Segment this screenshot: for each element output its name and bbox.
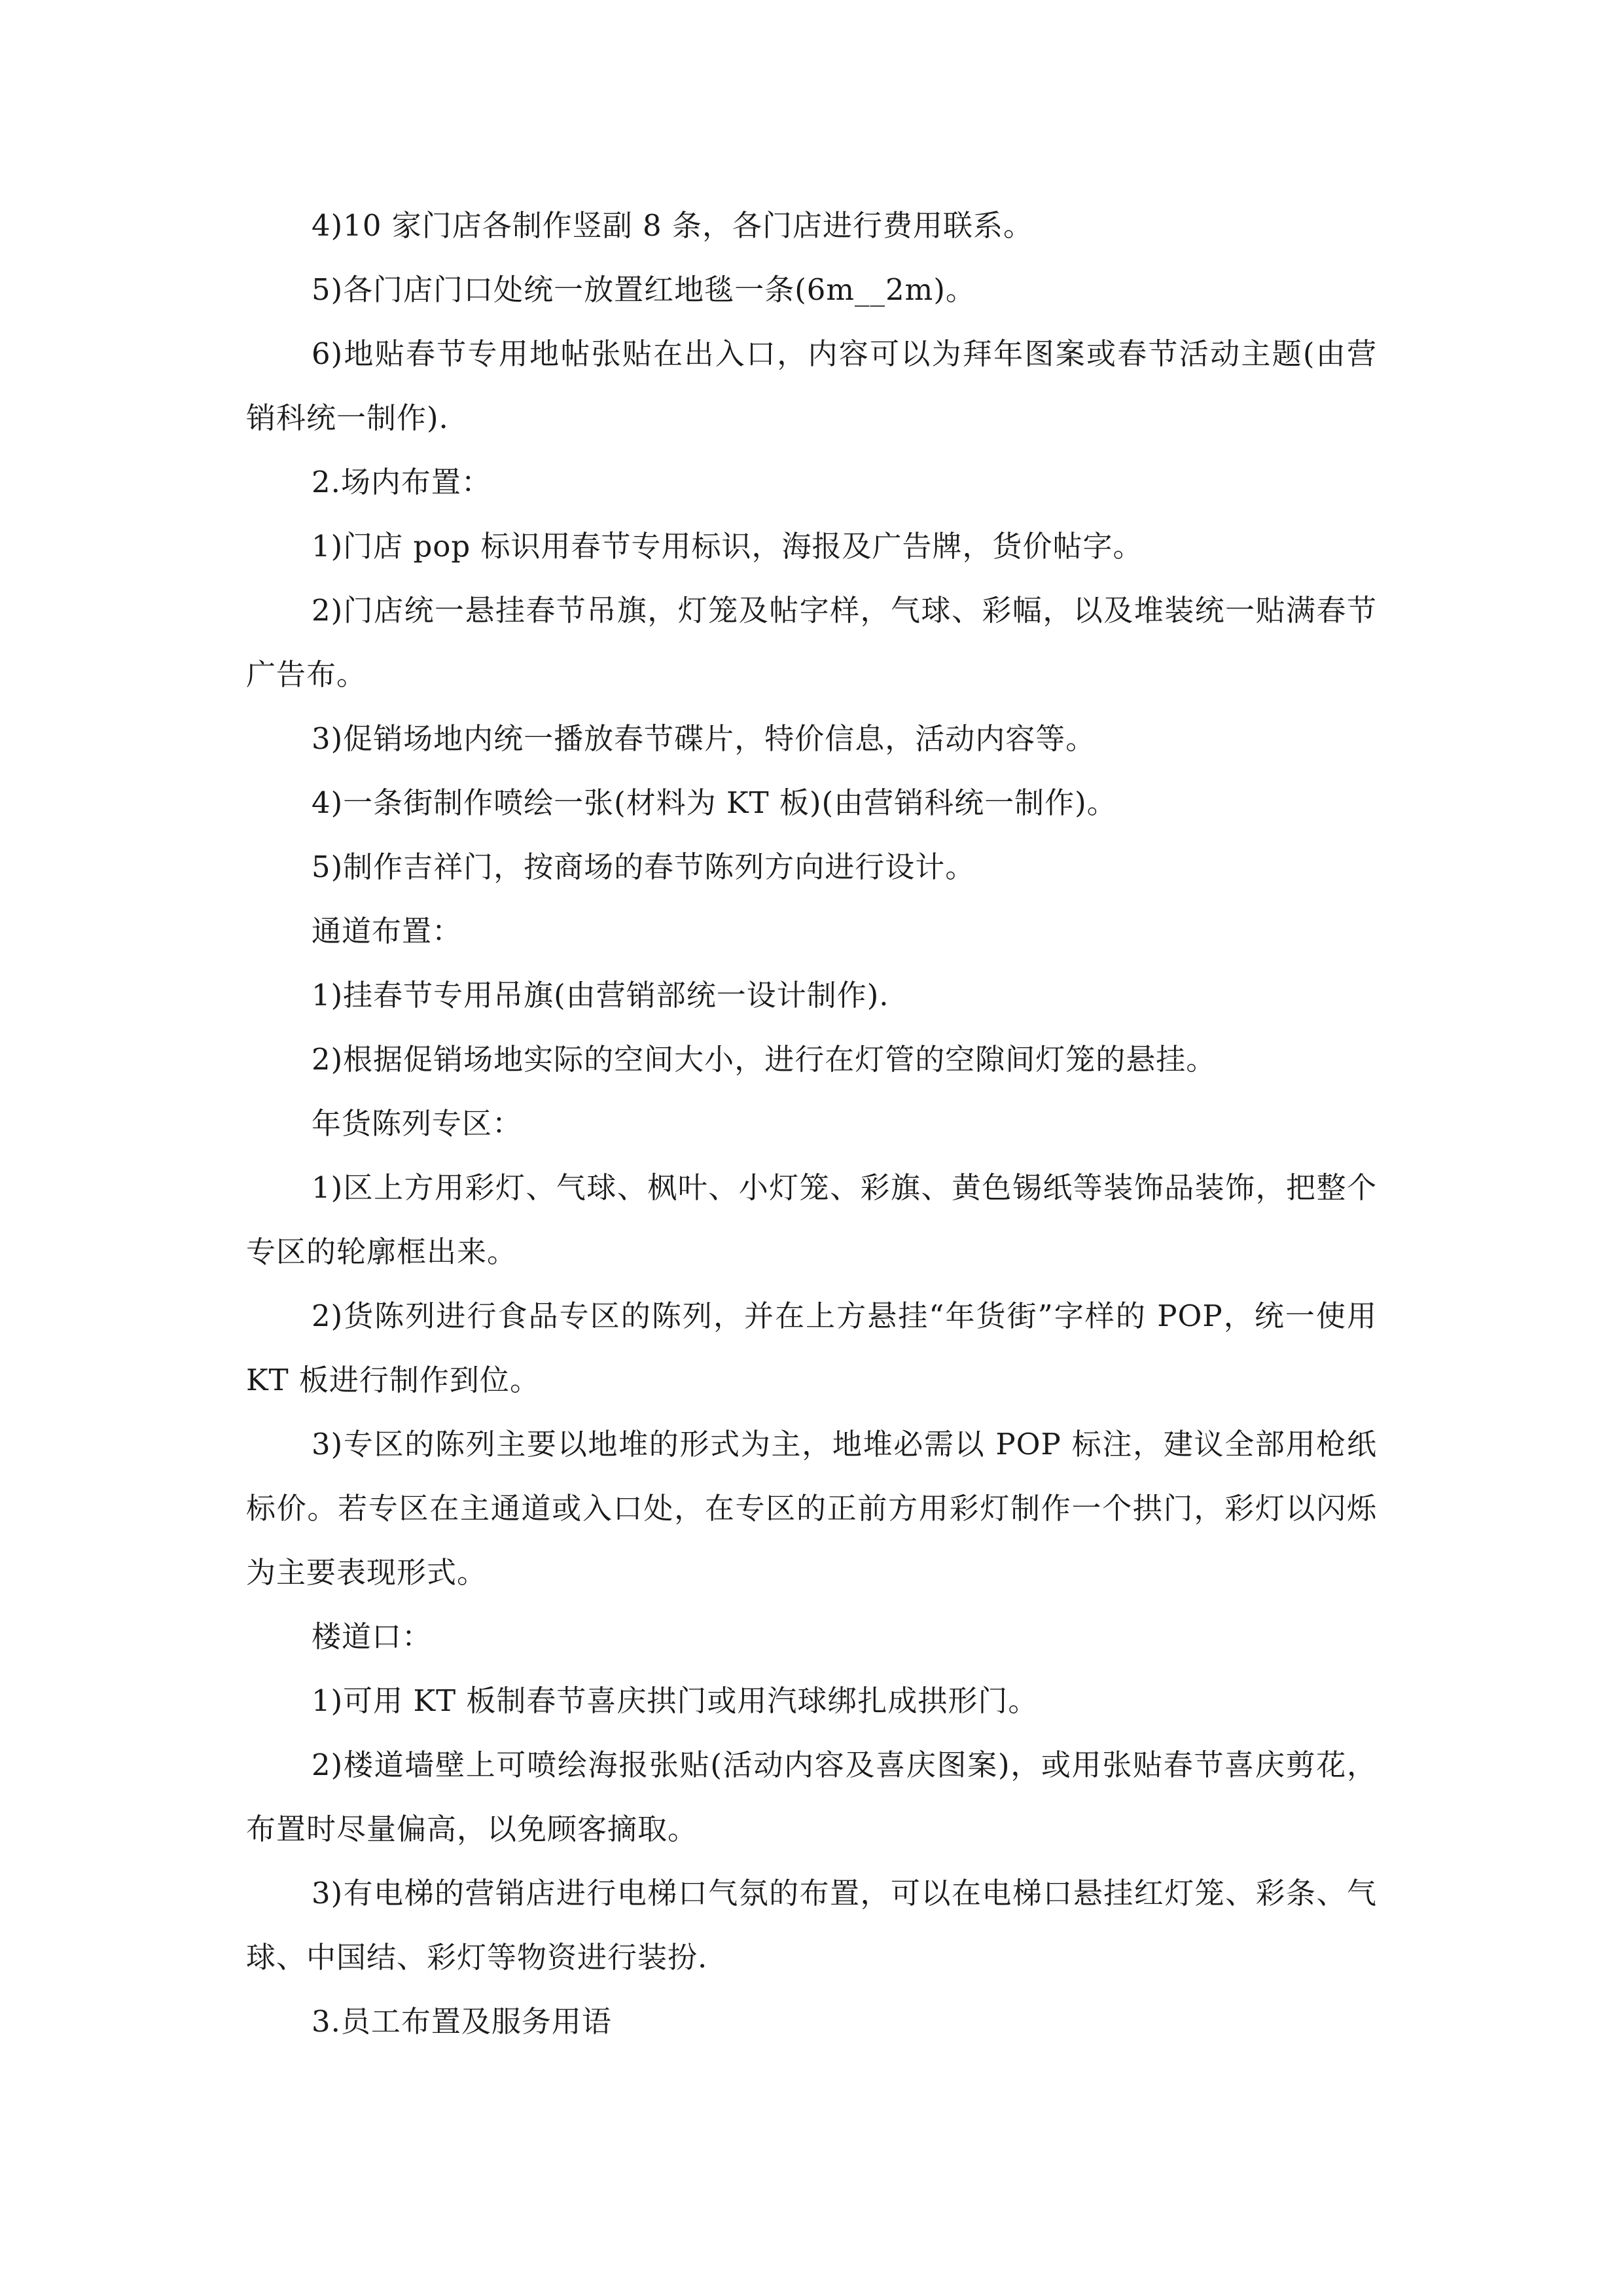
paragraph-pop-signage: 1)门店 pop 标识用春节专用标识，海报及广告牌，货价帖字。: [312, 529, 1143, 564]
paragraph-lanterns: 2)根据促销场地实际的空间大小，进行在灯管的空隙间灯笼的悬挂。: [312, 1042, 1217, 1077]
paragraph-stairway-wall: 2)楼道墙壁上可喷绘海报张贴(活动内容及喜庆图案)，或用张贴春节喜庆剪花，布置时尽量偏高，以免顾客摘取。: [246, 1748, 1377, 1846]
heading-aisle-layout: 通道布置：: [312, 914, 463, 948]
paragraph-floor-stickers: 6)地贴春节专用地帖张贴在出入口，内容可以为拜年图案或春节活动主题(由营销科统一制作).: [246, 336, 1377, 435]
paragraph-red-carpet: 5)各门店门口处统一放置红地毯一条(6m__2m)。: [312, 272, 976, 307]
paragraph-promo-audio: 3)促销场地内统一播放春节碟片，特价信息，活动内容等。: [312, 721, 1096, 756]
paragraph-lucky-gate: 5)制作吉祥门，按商场的春节陈列方向进行设计。: [312, 850, 976, 884]
paragraph-door-couplets: 4)10 家门店各制作竖副 8 条，各门店进行费用联系。: [312, 208, 1033, 243]
heading-stairway: 楼道口：: [312, 1619, 433, 1654]
paragraph-arch-gate: 1)可用 KT 板制春节喜庆拱门或用汽球绑扎成拱形门。: [312, 1683, 1039, 1718]
paragraph-elevator: 3)有电梯的营销店进行电梯口气氛的布置，可以在电梯口悬挂红灯笼、彩条、气球、中国结、彩灯等物资进行装扮.: [246, 1876, 1377, 1975]
document-body: [246, 194, 1377, 2054]
paragraph-zone-decoration: 1)区上方用彩灯、气球、枫叶、小灯笼、彩旗、黄色锡纸等装饰品装饰，把整个专区的轮廓框出来。: [246, 1170, 1377, 1269]
paragraph-hanging-flags: 2)门店统一悬挂春节吊旗，灯笼及帖字样，气球、彩幅，以及堆装统一贴满春节广告布。: [246, 593, 1377, 692]
heading-new-year-goods-zone: 年货陈列专区：: [312, 1106, 523, 1141]
heading-staff-arrangement: 3.员工布置及服务用语: [312, 2004, 612, 2039]
heading-indoor-layout: 2.场内布置：: [312, 465, 491, 499]
paragraph-street-banner: 4)一条街制作喷绘一张(材料为 KT 板)(由营销科统一制作)。: [312, 785, 1117, 820]
paragraph-food-display: 2)货陈列进行食品专区的陈列，并在上方悬挂“年货街”字样的 POP，统一使用 KT 板进行制作到位。: [246, 1299, 1377, 1397]
paragraph-aisle-flags: 1)挂春节专用吊旗(由营销部统一设计制作).: [312, 978, 889, 1013]
paragraph-floor-stack-display: 3)专区的陈列主要以地堆的形式为主，地堆必需以 POP 标注，建议全部用枪纸标价。若专区在主通道或入口处，在专区的正前方用彩灯制作一个拱门，彩灯以闪烁为主要表现形式。: [246, 1427, 1377, 1590]
